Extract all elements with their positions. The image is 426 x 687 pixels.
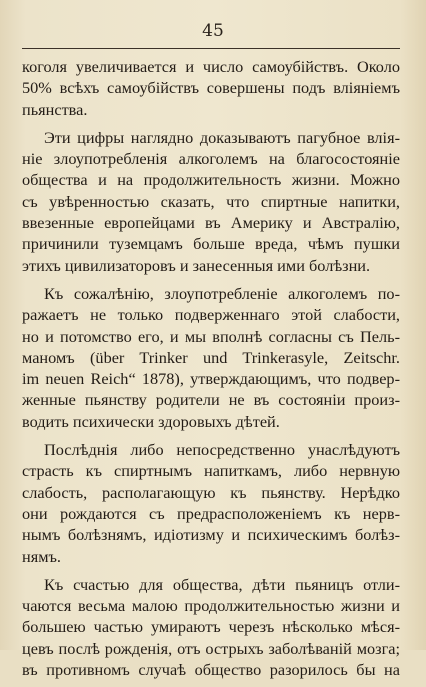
text-line: Послѣднія либо непосредственно унаслѣдуютъ (44, 440, 400, 460)
text-line: Эти цифры наглядно доказываютъ пагубное влія- (44, 127, 400, 147)
text-line: страсть къ спиртнымъ напиткамъ, либо нервную (22, 461, 400, 481)
text-line: 50% всѣхъ самоубійствъ совершены подъ вліяніемъ (22, 78, 400, 98)
text-line: коголя увеличивается и число самоубійствъ. Около (22, 57, 400, 76)
body-text (22, 56, 400, 687)
paragraph-3 (22, 283, 400, 432)
text-line: нымъ болѣзнямъ, идіотизму и психическимъ болѣз- (22, 525, 400, 545)
text-line: слабость, располагающую къ пьянству. Нерѣдко (22, 482, 400, 502)
text-line: съ увѣренностью сказать, что спиртные напитки, (22, 191, 400, 211)
text-line: Къ сожалѣнію, злоупотребленіе алкоголемъ по- (44, 283, 400, 303)
paragraph-5 (22, 574, 400, 680)
text-line: большею частью умираютъ черезъ нѣсколько мѣся- (22, 617, 400, 637)
text-line: пьянства. (22, 99, 88, 119)
text-line: ніе злоупотребленія алкоголемъ на благосостояніе (22, 149, 400, 169)
text-line: ражаетъ не только подверженнаго этой слабости, (22, 305, 400, 325)
header-rule (22, 48, 400, 49)
page-number: 45 (202, 21, 224, 41)
text-line: чаются весьма малою продолжительностью жизни и (22, 596, 400, 616)
text-line: цевъ послѣ рожденія, отъ острыхъ заболѣваній мозга; (22, 638, 400, 658)
paragraph-4 (22, 439, 400, 567)
text-line: въ противномъ случаѣ общество разорилось бы на (22, 660, 400, 680)
text-line: маномъ (über Trinker und Trinkerasyle, Zeitschr. (22, 347, 400, 367)
paragraph-1 (22, 56, 400, 120)
text-line: женные пьянству родители не въ состояніи произ- (22, 390, 400, 410)
text-line: Къ счастью для общества, дѣти пьяницъ отли- (44, 574, 400, 594)
text-line: но и потомство его, и мы вполнѣ согласны съ Пель- (22, 326, 400, 346)
text-line: im neuen Reich“ 1878), утверждающимъ, что подвер- (22, 369, 400, 389)
text-line: нямъ. (22, 546, 61, 566)
paragraph-2 (22, 127, 400, 276)
text-line: причинили туземцамъ больше вреда, чѣмъ пушки (22, 234, 400, 254)
text-line: общества и на продолжительность жизни. Можно (22, 170, 400, 190)
text-line: они рождаются съ предрасположеніемъ къ нерв- (22, 503, 400, 523)
text-line: водить психически здоровыхъ дѣтей. (22, 411, 280, 431)
text-line: ввезенные европейцами въ Америку и Австралію, (22, 213, 400, 233)
text-line: этихъ цивилизаторовъ и занесенныя ими болѣзни. (22, 255, 371, 275)
